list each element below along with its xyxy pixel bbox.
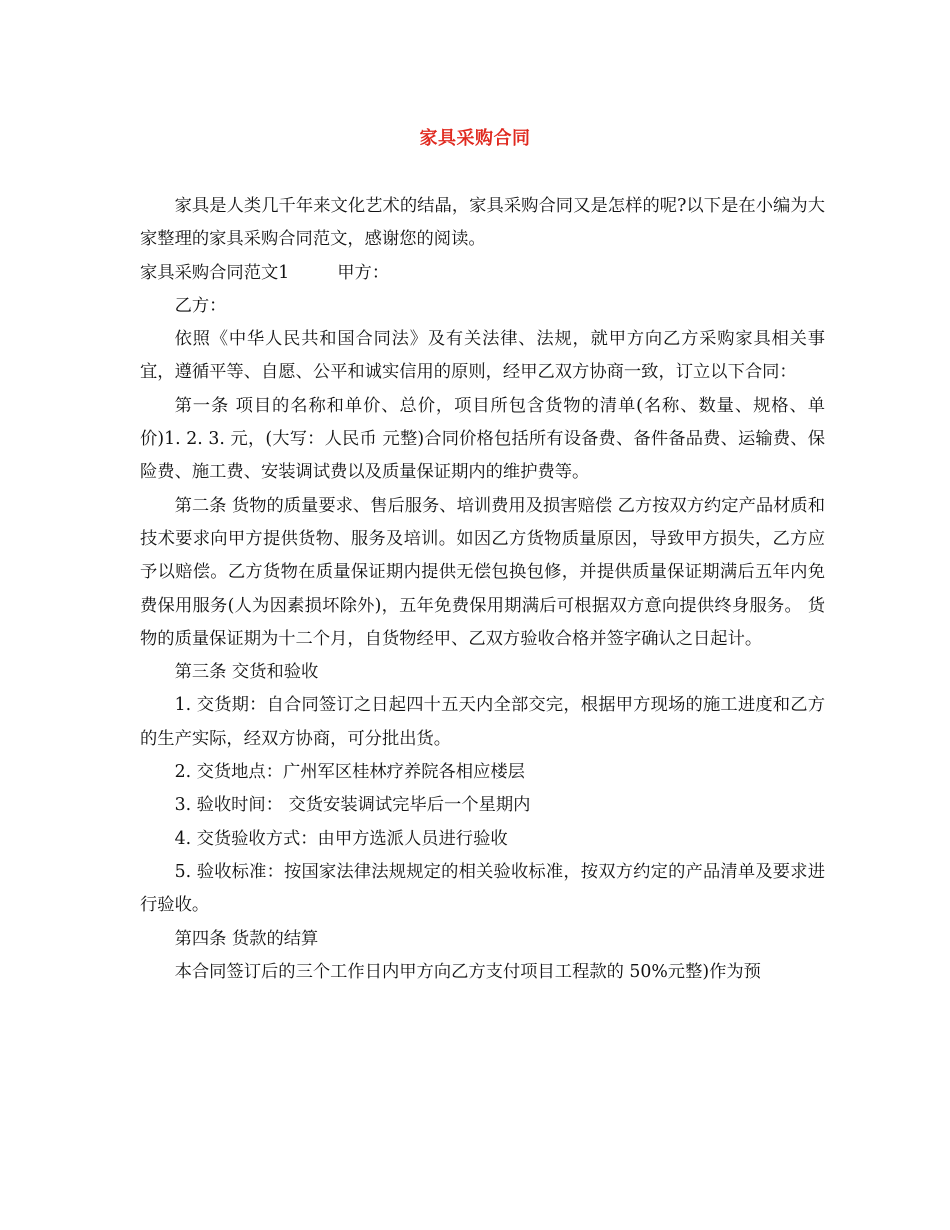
paragraph-preamble: 依照《中华人民共和国合同法》及有关法律、法规，就甲方向乙方采购家具相关事宜，遵循平等、自愿、公平和诚实信用的原则，经甲乙双方协商一致，订立以下合同： xyxy=(140,329,825,383)
paragraph-party-b: 乙方： xyxy=(174,295,227,316)
paragraph-acceptance-time: 3. 验收时间： 交货安装调试完毕后一个星期内 xyxy=(174,795,531,816)
paragraph-article-1: 第一条 项目的名称和单价、总价，项目所包含货物的清单(名称、数量、规格、单价)1. 2. 3. 元，(大写：人民币 元整)合同价格包括所有设备费、备件备品费、运输费、保险费、施工费、安装调试费以及质量保证期内的维护费等。 xyxy=(140,395,825,483)
paragraph-article-3-heading: 第三条 交货和验收 xyxy=(174,662,319,683)
paragraph-delivery-period: 1. 交货期：自合同签订之日起四十五天内全部交完，根据甲方现场的施工进度和乙方的生产实际，经双方协商，可分批出货。 xyxy=(140,695,825,749)
sample-heading-label: 家具采购合同范文1 xyxy=(140,262,290,283)
paragraph-acceptance-method: 4. 交货验收方式：由甲方选派人员进行验收 xyxy=(174,828,508,849)
paragraph-article-4-heading: 第四条 货款的结算 xyxy=(174,928,319,949)
document-title: 家具采购合同 xyxy=(419,128,531,149)
paragraph-acceptance-standard: 5. 验收标准：按国家法律法规规定的相关验收标准，按双方约定的产品清单及要求进行验收。 xyxy=(140,861,825,916)
party-a-label: 甲方： xyxy=(337,262,390,283)
document-body xyxy=(140,190,825,989)
paragraph-article-2: 第二条 货物的质量要求、售后服务、培训费用及损害赔偿 乙方按双方约定产品材质和技术要求向甲方提供货物、服务及培训。如因乙方货物质量原因，导致甲方损失，乙方应予以赔偿。乙方货物在质量保证期内提供无偿包换包修，并提供质量保证期满后五年内免费保用服务(人为因素损坏除外)，五年免费保用期满后可根据双方意向提供终身服务。 货物的质量保证期为十二个月，自货物经甲、乙双方验收合格并签字确认之日起计。 xyxy=(140,495,825,649)
paragraph-payment: 本合同签订后的三个工作日内甲方向乙方支付项目工程款的 50%元整)作为预 xyxy=(174,961,761,982)
paragraph-intro: 家具是人类几千年来文化艺术的结晶，家具采购合同又是怎样的呢?以下是在小编为大家整理的家具采购合同范文，感谢您的阅读。 xyxy=(140,196,825,250)
paragraph-sample-heading xyxy=(140,257,825,290)
paragraph-delivery-location: 2. 交货地点：广州军区桂林疗养院各相应楼层 xyxy=(174,762,525,783)
